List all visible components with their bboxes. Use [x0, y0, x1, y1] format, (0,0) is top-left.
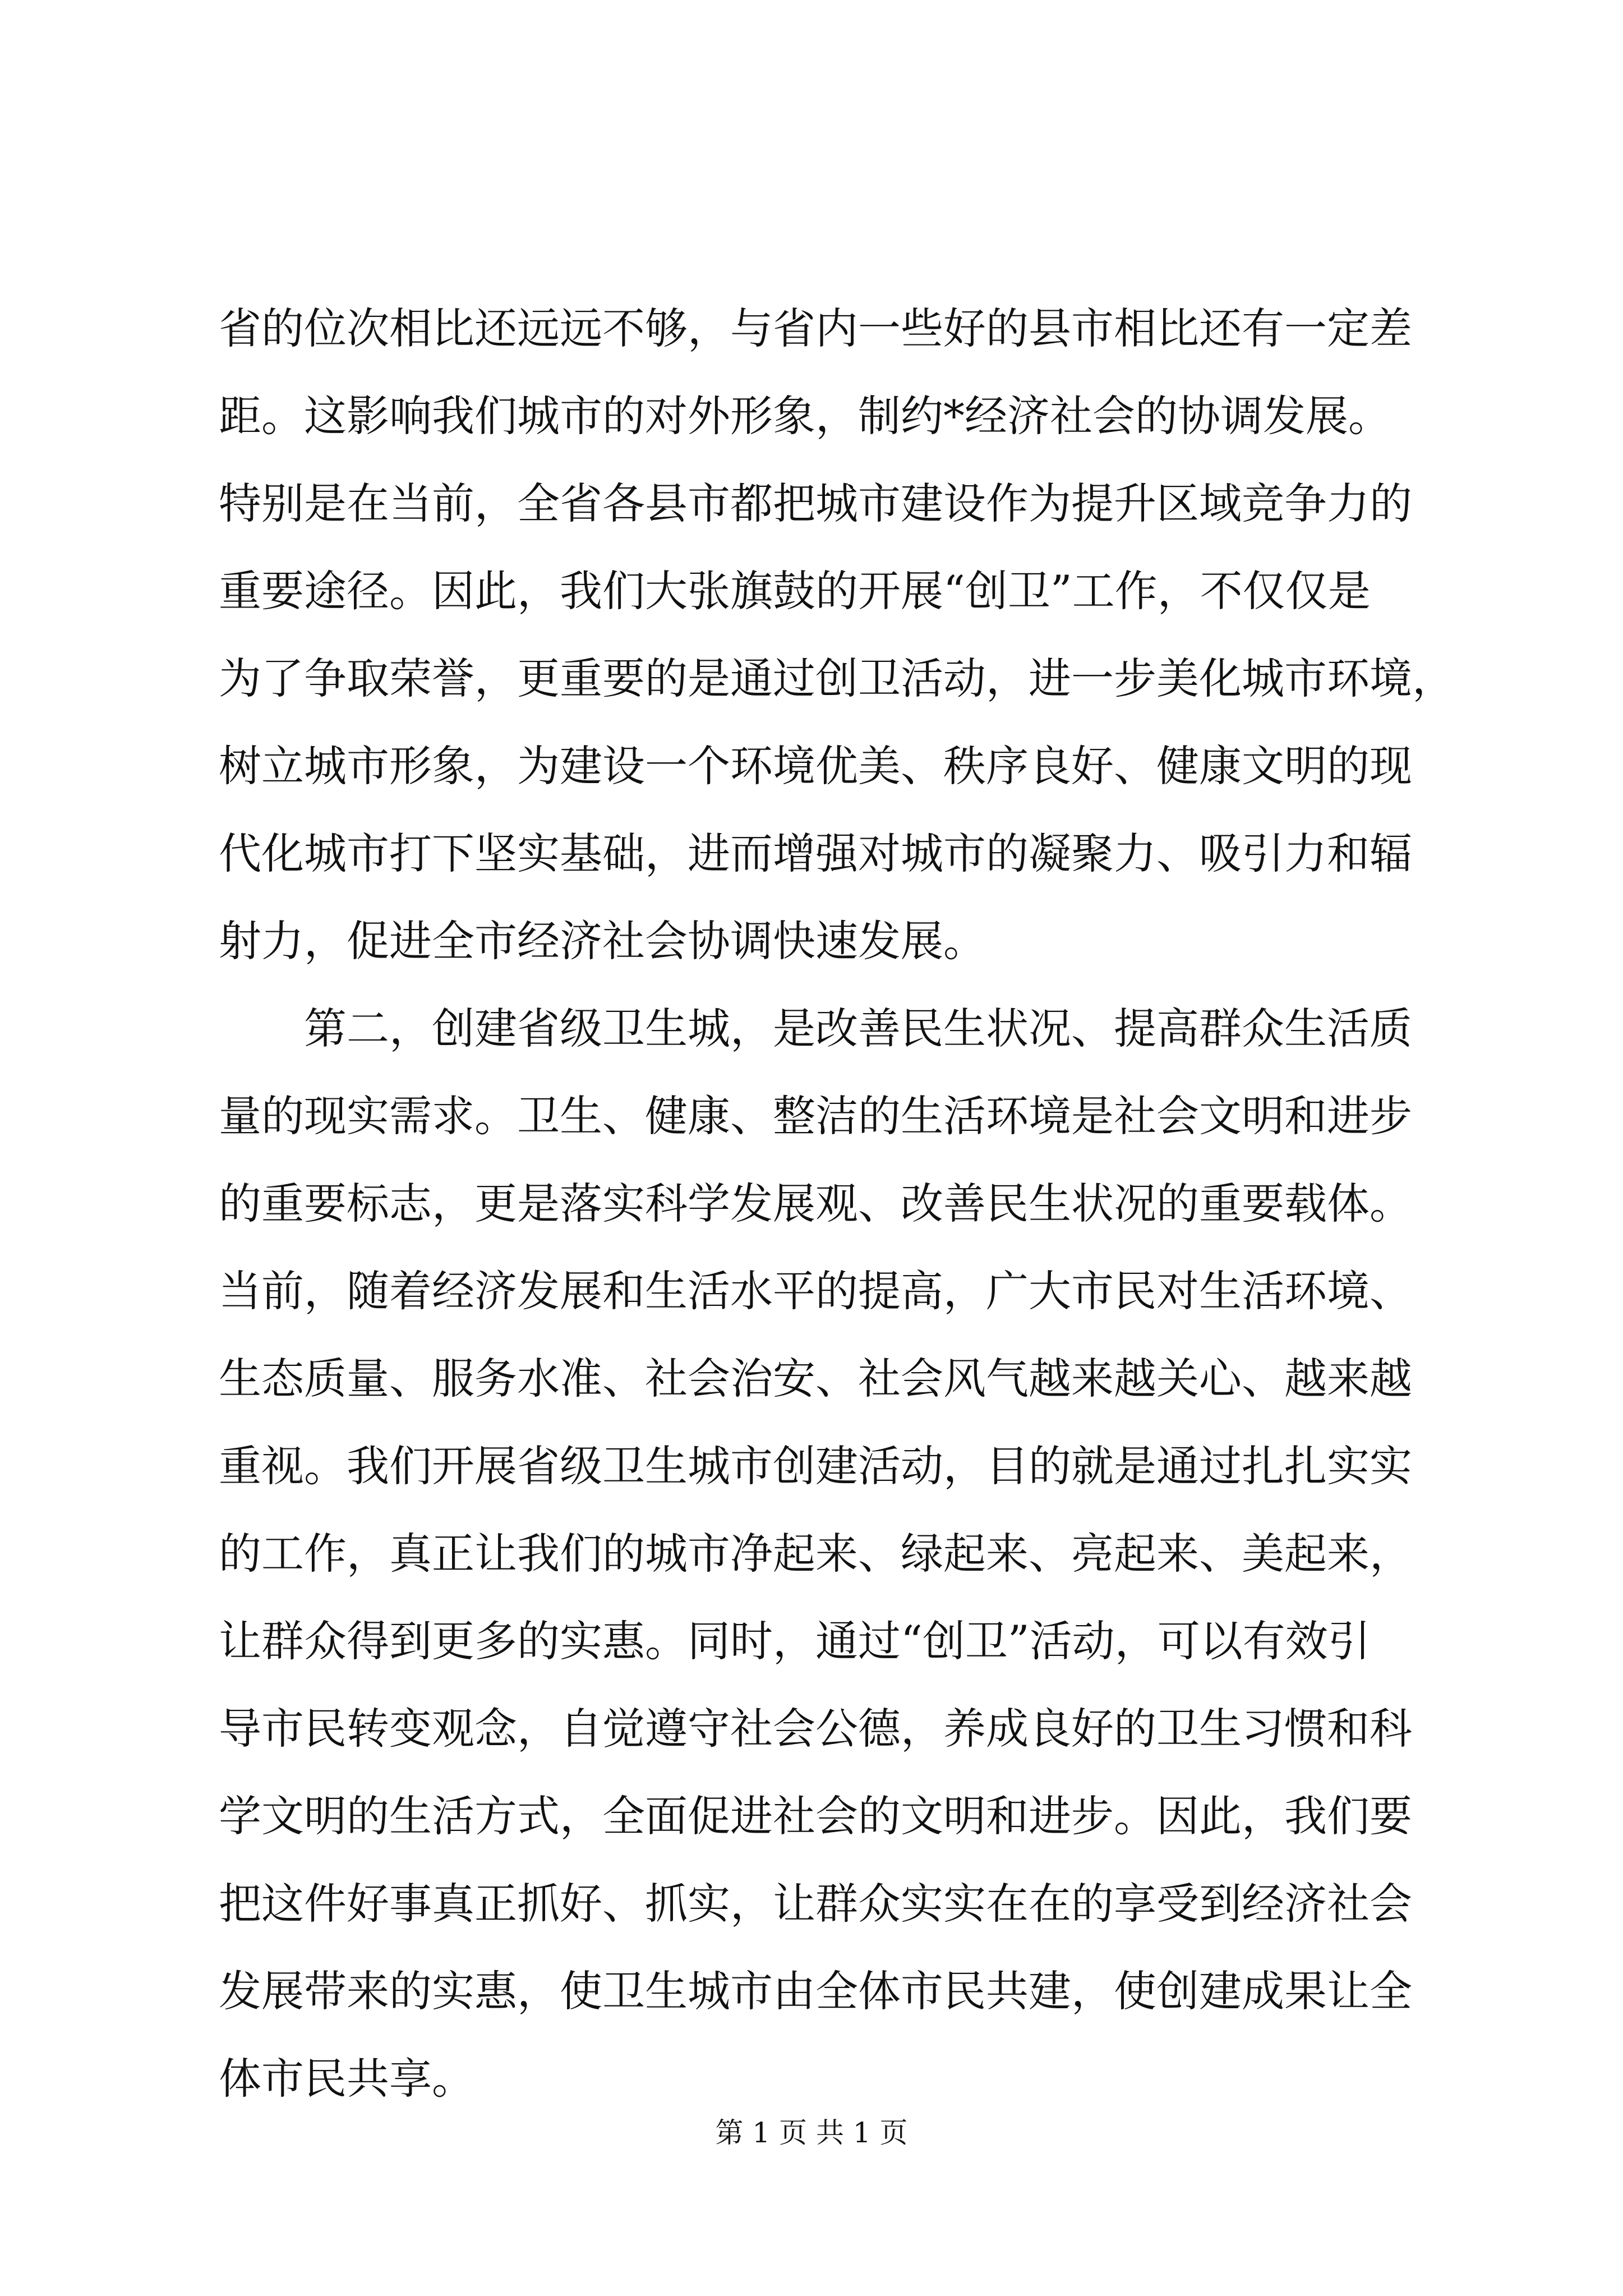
- text-line: 的重要标志，更是落实科学发展观、改善民生状况的重要载体。: [219, 1179, 1412, 1228]
- text-line: 体市民共享。: [219, 2054, 474, 2104]
- text-line: 树立城市形象，为建设一个环境优美、秩序良好、健康文明的现: [219, 741, 1412, 791]
- text-line: 为了争取荣誉，更重要的是通过创卫活动，进一步美化城市环境，: [219, 654, 1455, 703]
- text-line: 发展带来的实惠，使卫生城市由全体市民共建，使创建成果让全: [219, 1966, 1412, 2016]
- text-line: 省的位次相比还远远不够，与省内一些好的县市相比还有一定差: [219, 303, 1412, 353]
- page-number-label: 第 1 页 共 1 页: [715, 2116, 908, 2149]
- text-line: 射力，促进全市经济社会协调快速发展。: [219, 916, 986, 966]
- body-text: [219, 303, 1455, 2145]
- text-line: 重视。我们开展省级卫生城市创建活动，目的就是通过扎扎实实: [219, 1441, 1412, 1491]
- text-line: 距。这影响我们城市的对外形象，制约*经济社会的协调发展。: [219, 391, 1391, 441]
- text-line: 生态质量、服务水准、社会治安、社会风气越来越关心、越来越: [219, 1354, 1412, 1404]
- text-line: 当前，随着经济发展和生活水平的提高，广大市民对生活环境、: [219, 1266, 1412, 1316]
- text-line: 把这件好事真正抓好、抓实，让群众实实在在的享受到经济社会: [219, 1879, 1412, 1929]
- page-footer: [0, 2116, 1623, 2150]
- paragraph-start-line: 第二，创建省级卫生城，是改善民生状况、提高群众生活质: [304, 1004, 1412, 1053]
- text-line: 重要途径。因此，我们大张旗鼓的开展“创卫”工作，不仅仅是: [219, 566, 1371, 616]
- text-line: 特别是在当前，全省各县市都把城市建设作为提升区域竞争力的: [219, 478, 1412, 528]
- text-line: 量的现实需求。卫生、健康、整洁的生活环境是社会文明和进步: [219, 1091, 1412, 1141]
- text-line: 让群众得到更多的实惠。同时，通过“创卫”活动，可以有效引: [219, 1616, 1371, 1666]
- text-line: 的工作，真正让我们的城市净起来、绿起来、亮起来、美起来，: [219, 1529, 1412, 1579]
- text-line: 代化城市打下坚实基础，进而增强对城市的凝聚力、吸引力和辐: [219, 829, 1412, 878]
- text-line: 导市民转变观念，自觉遵守社会公德，养成良好的卫生习惯和科: [219, 1704, 1412, 1754]
- text-line: 学文明的生活方式，全面促进社会的文明和进步。因此，我们要: [219, 1791, 1412, 1841]
